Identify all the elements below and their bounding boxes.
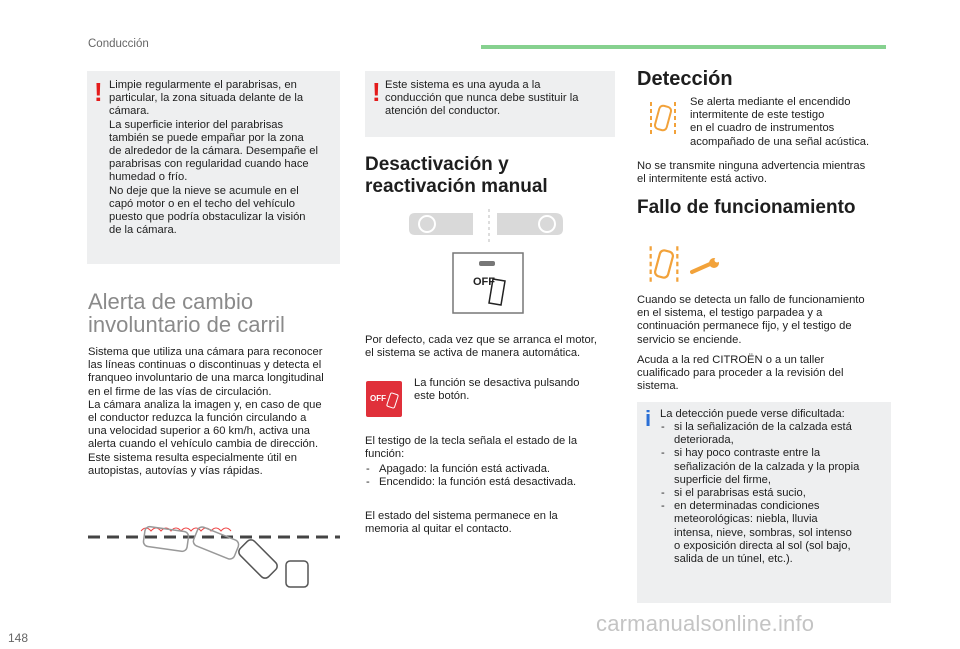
section-heading-manual-deactivation: Desactivación y reactivación manual — [365, 154, 548, 197]
dashboard-off-button-illustration — [405, 205, 573, 317]
warning-icon: ! — [372, 77, 381, 107]
car-icon — [143, 525, 308, 587]
lane-warning-lamp-icon — [646, 244, 682, 284]
indicator-state-list — [360, 463, 622, 489]
list-item: - Encendido: la función está desactivada. — [366, 476, 577, 489]
list-item: - si el parabrisas está sucio, — [661, 487, 806, 500]
indicator-state-intro: El testigo de la tecla señala el estado de la función: — [365, 435, 578, 461]
off-button-label: OFF — [370, 394, 386, 403]
malfunction-text: Cuando se detecta un fallo de funcionamiento en el sistema, el testigo parpadea y a continuación permanece fijo, y el testigo de servicio se enciende. — [637, 294, 865, 346]
info-box-detection-limits — [637, 402, 891, 603]
page-number: 148 — [8, 631, 29, 645]
lane-departure-illustration — [86, 519, 342, 589]
info-list — [655, 421, 887, 566]
off-button-icon — [366, 381, 402, 417]
section-accent-bar — [481, 45, 886, 49]
off-button-label: OFF — [473, 276, 495, 288]
detection-alert-text: Se alerta mediante el encendido intermitente de este testigo en el cuadro de instrumentos acompañado de una señal acústica. — [690, 96, 870, 148]
warning-text: Limpie regularmente el parabrisas, en particular, la zona situada delante de la cámara. La superficie interior del parabrisas también se puede empañar por la zona de alrededor de la cámara. Desempañe el parabrisas con regularidad cuando hace humedad o frío. No deje que la nieve se acumule en el capó motor o en el techo del vehículo puesto que podría obstaculizar la visión de la cámara. — [109, 79, 318, 237]
warning-icon: ! — [94, 77, 103, 107]
switch-led — [479, 261, 495, 266]
lane-warning-lamp-icon — [648, 100, 678, 136]
list-item: - en determinadas condiciones meteorológicas: niebla, lluvia intensa, nieve, sombras, sol intenso o exposición directa al sol (sol bajo, salida de un túnel, etc.). — [661, 500, 852, 566]
section-label: Conducción — [88, 38, 149, 50]
wavy-warning-line — [141, 528, 231, 531]
lane-departure-body: Sistema que utiliza una cámara para reconocer las líneas continuas o discontinuas y detecta el franqueo involuntario de una marca longitudinal en el firme de las vías de circulación. La cámara analiza la imagen y, en caso de que el conductor reduzca la función circulando a una velocidad superior a 60 km/h, activa una alerta cuando el vehículo cambia de dirección. Este sistema resulta especialmente útil en autopistas, autovías y vías rápidas. — [88, 346, 324, 477]
list-item: - Apagado: la función está activada. — [366, 463, 551, 475]
detection-indicator-note: No se transmite ninguna advertencia mientras el intermitente está activo. — [637, 160, 866, 186]
list-item: - si la señalización de la calzada está deteriorada, — [661, 421, 852, 447]
watermark: carmanualsonline.info — [596, 611, 815, 636]
wrench-icon — [690, 256, 722, 276]
list-item: - si hay poco contraste entre la señalización de la calzada y la propia superficie del firme, — [661, 447, 860, 486]
info-icon: i — [645, 406, 652, 431]
lane-car-icon — [386, 392, 399, 409]
section-heading-detection: Detección — [637, 68, 733, 90]
warning-box-windscreen — [87, 71, 340, 264]
warning-text: Este sistema es una ayuda a la conducción que nunca debe sustituir la atención del conductor. — [385, 79, 579, 118]
off-button-text: La función se desactiva pulsando este botón. — [414, 377, 580, 403]
warning-box-driver-aid — [365, 71, 615, 137]
dealer-text: Acuda a la red CITROËN o a un taller cualificado para proceder a la revisión del sistema. — [637, 354, 844, 393]
memory-text: El estado del sistema permanece en la memoria al quitar el contacto. — [365, 510, 558, 536]
default-activation-text: Por defecto, cada vez que se arranca el motor, el sistema se activa de manera automática. — [365, 334, 597, 360]
steering-panel-right — [497, 213, 563, 235]
section-heading-lane-departure: Alerta de cambio involuntario de carril — [88, 289, 285, 337]
info-intro: La detección puede verse dificultada: — [660, 408, 845, 420]
section-heading-malfunction: Fallo de funcionamiento — [637, 197, 856, 218]
